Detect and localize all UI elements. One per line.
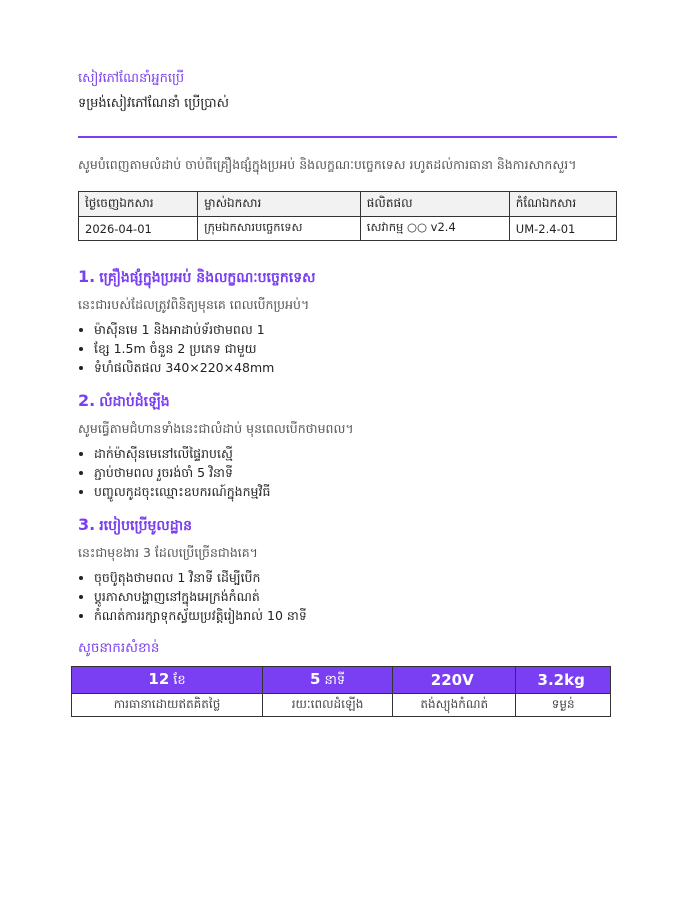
list-item: • បញ្ចូលកូដចុះឈ្មោះឧបករណ៍ក្នុងកម្មវិធី (94, 482, 617, 501)
document-kicker: សៀវភៅណែនាំអ្នកប្រើ (78, 71, 185, 86)
summary-value-cell (263, 667, 393, 694)
summary-value: 12 (148, 669, 170, 688)
meta-value-row (79, 217, 617, 241)
summary-unit: នាទី (324, 672, 346, 688)
summary-value: 3.2kg (537, 671, 585, 689)
section-installation (78, 391, 617, 501)
summary-label-cell: រយៈពេលដំឡើង (263, 694, 393, 717)
summary-unit: ខែ (173, 672, 186, 688)
section-title-text: លំដាប់ដំឡើង (99, 394, 170, 410)
summary-value-row (72, 667, 611, 694)
meta-value-cell: ក្រុមឯកសារបច្ចេកទេស (198, 217, 361, 241)
meta-header-cell: ផលិតផល (360, 192, 509, 217)
intro-paragraph: សូមបំពេញតាមលំដាប់ ចាប់ពីគ្រឿងផ្សំក្នុងប្រអប់ និងលក្ខណៈបច្ចេកទេស រហូតដល់ការធានា និងការសាកសួរ។ (78, 157, 577, 172)
section-item-list (78, 568, 617, 625)
section-number: 1. (78, 267, 96, 286)
summary-heading: សូចនាករសំខាន់ (78, 640, 160, 656)
section-item-list (78, 320, 617, 377)
meta-value-cell: UM-2.4-01 (509, 217, 616, 241)
list-item: • ចុចប៊ូតុងថាមពល 1 វិនាទី ដើម្បីបើក (94, 568, 617, 587)
meta-header-cell: ម្ចាស់ឯកសារ (198, 192, 361, 217)
summary-value: 5 (310, 669, 321, 688)
meta-header-row (79, 192, 617, 217)
summary-label-row (72, 694, 611, 717)
meta-value-cell: សេវាកម្ម ○○ v2.4 (360, 217, 509, 241)
section-description: នេះជារបស់ដែលត្រូវពិនិត្យមុនគេ ពេលបើកប្រអប់។ (78, 297, 310, 312)
list-item: • ដាក់ម៉ាស៊ីនមេនៅលើផ្ទៃរាបស្មើ (94, 444, 617, 463)
meta-header-cell: ថ្ងៃចេញឯកសារ (79, 192, 198, 217)
meta-value-cell: 2026-04-01 (79, 217, 198, 241)
summary-indicators-table (71, 666, 611, 717)
list-item: • ម៉ាស៊ីនមេ 1 និងអាដាប់ទ័រថាមពល 1 (94, 320, 617, 339)
section-description: សូមធ្វើតាមជំហានទាំងនេះជាលំដាប់ មុនពេលបើកថាមពល។ (78, 421, 354, 436)
section-title-text: របៀបប្រើមូលដ្ឋាន (99, 518, 192, 534)
section-contents (78, 267, 617, 377)
section-item-list (78, 444, 617, 501)
document-meta-table (78, 191, 617, 241)
section-description: នេះជាមុខងារ 3 ដែលប្រើច្រើនជាងគេ។ (78, 545, 258, 560)
list-item: • កំណត់ការរក្សាទុកស្វ័យប្រវត្តិរៀងរាល់ 10 នាទី (94, 606, 617, 625)
summary-label-cell: តង់ស្យុងកំណត់ (393, 694, 516, 717)
section-heading (78, 267, 617, 288)
list-item: • ប្ដូរភាសាបង្ហាញនៅក្នុងអេក្រង់កំណត់ (94, 587, 617, 606)
list-item: • ភ្ជាប់ថាមពល រួចរង់ចាំ 5 វិនាទី (94, 463, 617, 482)
summary-label-cell: ទម្ងន់ (516, 694, 611, 717)
list-item: • ខ្សែ 1.5m ចំនួន 2 ប្រភេទ ជាមួយ (94, 339, 617, 358)
summary-value-cell (516, 667, 611, 694)
summary-label-cell: ការធានាដោយឥតគិតថ្លៃ (72, 694, 263, 717)
meta-header-cell: កំណែឯកសារ (509, 192, 616, 217)
section-basic-usage (78, 515, 617, 625)
section-heading (78, 391, 617, 412)
list-item: • ទំហំផលិតផល 340×220×48mm (94, 358, 617, 377)
header-divider (78, 136, 617, 138)
section-title-text: គ្រឿងផ្សំក្នុងប្រអប់ និងលក្ខណៈបច្ចេកទេស (99, 270, 316, 286)
summary-value-cell (72, 667, 263, 694)
section-heading (78, 515, 617, 536)
summary-value: 220V (430, 671, 474, 689)
section-number: 2. (78, 391, 96, 410)
summary-value-cell (393, 667, 516, 694)
section-number: 3. (78, 515, 96, 534)
document-subtitle: ទម្រង់សៀវភៅណែនាំ ប្រើប្រាស់ (78, 96, 230, 111)
